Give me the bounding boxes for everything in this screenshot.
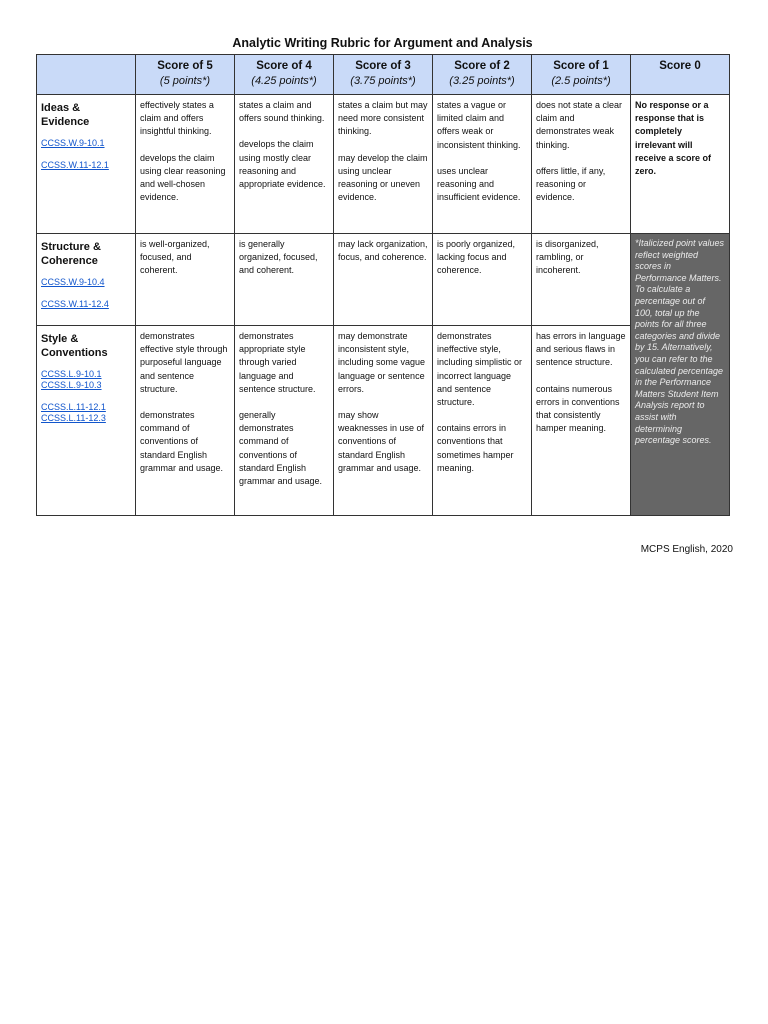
standards-list [41,138,131,171]
descriptor-text: is well-organized, focused, and coherent. [140,239,210,276]
descriptor-text: generally demonstrates command of conventions of standard English grammar and usage. [239,410,323,487]
header-score-4 [235,55,334,95]
descriptor-cell [334,95,433,234]
standard-link[interactable]: CCSS.W.11-12.4 [41,299,109,309]
descriptor-cell [433,234,532,326]
descriptor-text: demonstrates appropriate style through varied language and sentence structure. [239,331,316,394]
criterion-name: Style & Conventions [41,333,108,359]
descriptor-cell [334,234,433,326]
descriptor-cell [235,95,334,234]
header-corner-cell [37,55,136,95]
score-label: Score 0 [659,60,701,72]
header-row [37,55,730,95]
standard-link[interactable]: CCSS.W.9-10.1 [41,138,105,148]
criterion-name: Ideas & Evidence [41,102,90,128]
descriptor-text: is disorganized, rambling, or incoherent. [536,239,599,276]
descriptor-text: has errors in language and serious flaws in sentence structure. [536,331,626,368]
rubric-row-structure-coherence [37,234,730,326]
rubric-row-ideas-evidence [37,95,730,234]
score-label: Score of 4 [256,60,312,72]
score-points: (5 points*) [159,75,211,87]
header-score-2 [433,55,532,95]
criterion-cell [37,326,136,516]
score-points: (3.25 points*) [449,75,515,87]
descriptor-cell [235,326,334,516]
descriptor-text: does not state a clear claim and demonstrates weak thinking. [536,100,623,150]
score-label: Score of 2 [454,60,510,72]
rubric-table [36,54,730,516]
criterion-cell [37,95,136,234]
standards-list [41,277,131,310]
descriptor-text: may show weaknesses in use of conventions of standard English grammar and usage. [338,410,425,473]
descriptor-text: may lack organization, focus, and coherence. [338,239,428,263]
standards-list [41,369,131,424]
descriptor-text: is generally organized, focused, and coherent. [239,239,318,276]
descriptor-cell [136,326,235,516]
descriptor-text: demonstrates effective style through purposeful language and sentence structure. [140,331,228,394]
descriptor-text: offers little, if any, reasoning or evidence. [536,165,606,203]
descriptor-text: demonstrates command of conventions of standard English grammar and usage. [140,410,224,473]
score-points: (2.5 points*) [551,75,611,87]
header-score-0 [631,55,730,95]
rubric-row-style-conventions [37,326,730,516]
score-label: Score of 1 [553,60,609,72]
score-points: (3.75 points*) [350,75,416,87]
header-score-1 [532,55,631,95]
descriptor-cell [532,326,631,516]
descriptor-text: uses unclear reasoning and insufficient evidence. [437,165,521,203]
descriptor-text: states a claim and offers sound thinking. [239,100,325,124]
score-label: Score of 3 [355,60,411,72]
descriptor-cell [334,326,433,516]
descriptor-text: may develop the claim using unclear reasoning or uneven evidence. [338,152,428,203]
criterion-name: Structure & Coherence [41,241,101,267]
score-label: Score of 5 [157,60,213,72]
descriptor-text: states a claim but may need more consistent thinking. [338,100,428,137]
standard-link[interactable]: CCSS.L.9-10.3 [41,380,102,390]
descriptor-cell [136,234,235,326]
note-text: *Italicized point values reflect weighted scores in Performance Matters. To calculate a percentage out of 100, total up the points for all three categories and divide by 15. Alternatively, you can refer to the calculated percentage in the Performance Matters Student Item Analysis report to assist with determining percentage scores. [635,238,725,446]
descriptor-text: develops the claim using clear reasoning and well-chosen evidence. [140,152,226,203]
descriptor-cell [235,234,334,326]
standard-link[interactable]: CCSS.L.11-12.3 [41,413,106,423]
footer-credit: MCPS English, 2020 [640,544,733,555]
score-zero-cell [631,95,730,234]
weighted-score-note [631,234,730,516]
descriptor-text: may demonstrate inconsistent style, including some vague language or sentence errors. [338,331,426,394]
descriptor-cell [532,234,631,326]
descriptor-text: demonstrates ineffective style, including simplistic or incorrect language and sentence structure. [437,331,523,408]
descriptor-cell [433,95,532,234]
standard-link[interactable]: CCSS.L.9-10.1 [41,369,102,379]
descriptor-text: contains errors in conventions that sometimes hamper meaning. [437,423,514,473]
standard-link[interactable]: CCSS.L.11-12.1 [41,402,106,412]
descriptor-cell [433,326,532,516]
descriptor-text: is poorly organized, lacking focus and coherence. [437,239,516,276]
page-title: Analytic Writing Rubric for Argument and Analysis [232,36,533,50]
score-zero-text: No response or a response that is completely irrelevant will receive a score of zero. [635,100,712,177]
descriptor-cell [136,95,235,234]
descriptor-cell [532,95,631,234]
standard-link[interactable]: CCSS.W.9-10.4 [41,277,105,287]
descriptor-text: develops the claim using mostly clear reasoning and appropriate evidence. [239,139,326,190]
descriptor-text: effectively states a claim and offers insightful thinking. [140,100,214,137]
descriptor-text: states a vague or limited claim and offers weak or inconsistent thinking. [437,100,521,150]
standard-link[interactable]: CCSS.W.11-12.1 [41,160,109,170]
score-points: (4.25 points*) [251,75,317,87]
descriptor-text: contains numerous errors in conventions that consistently hamper meaning. [536,383,620,434]
criterion-cell [37,234,136,326]
header-score-3 [334,55,433,95]
header-score-5 [136,55,235,95]
